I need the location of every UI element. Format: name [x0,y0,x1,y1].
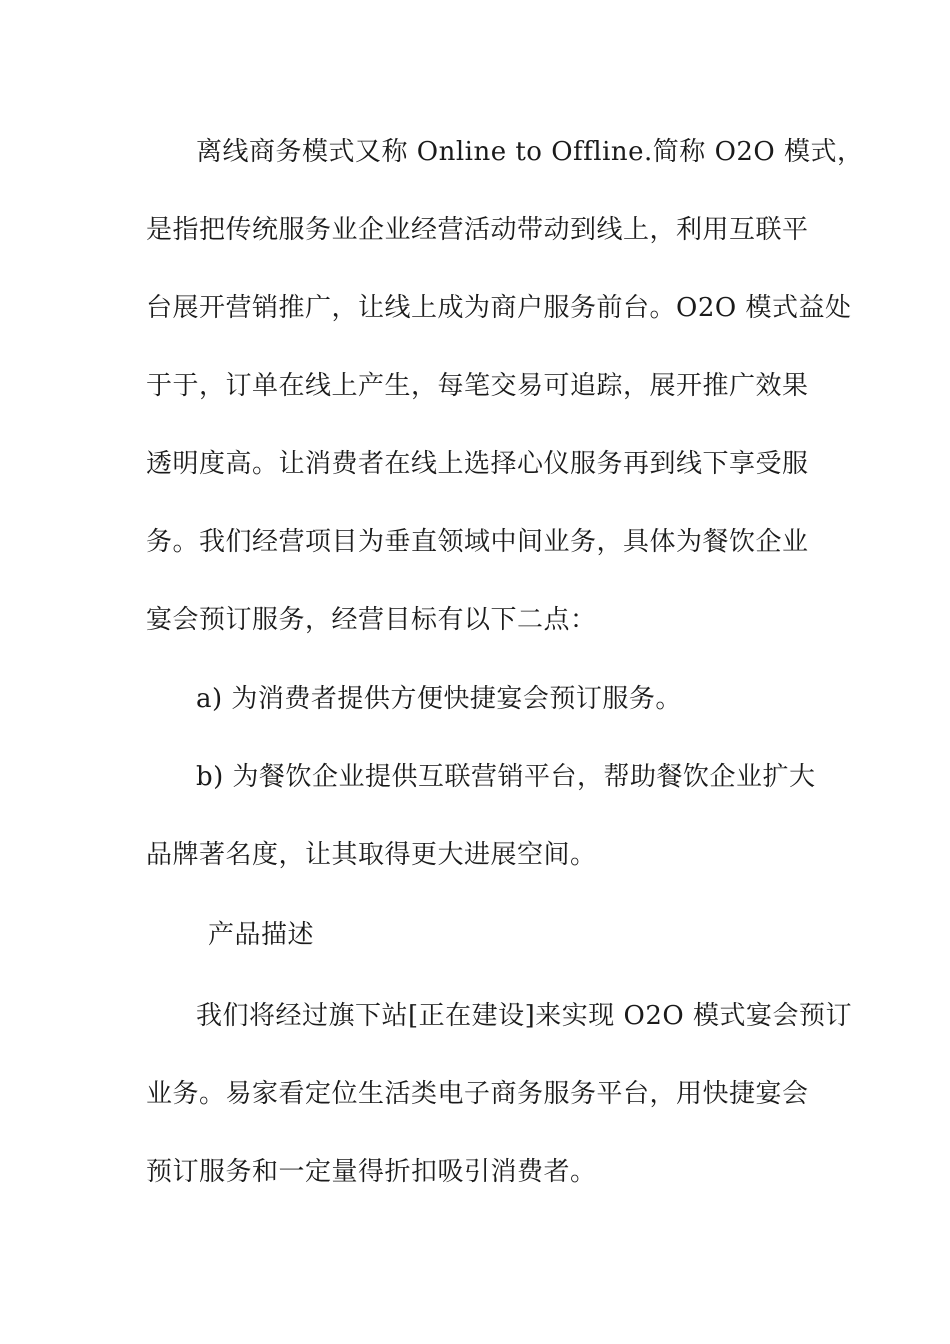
list-item-b-line-2: 品牌著名度，让其取得更大进展空间。 [146,840,597,870]
intro-line-1: 离线商务模式又称 Online to Offline.简称 O2O 模式， [196,137,864,167]
product-line-1: 我们将经过旗下站[正在建设]来实现 O2O 模式宴会预订 [196,1001,852,1031]
product-line-3: 预订服务和一定量得折扣吸引消费者。 [146,1157,597,1187]
intro-line-7: 宴会预订服务，经营目标有以下二点： [146,605,597,635]
list-item-a: a) 为消费者提供方便快捷宴会预订服务。 [196,684,682,714]
intro-line-2: 是指把传统服务业企业经营活动带动到线上，利用互联平 [146,215,809,245]
list-item-b-line-1: b) 为餐饮企业提供互联营销平台，帮助餐饮企业扩大 [196,762,816,792]
intro-line-6: 务。我们经营项目为垂直领域中间业务，具体为餐饮企业 [146,527,809,557]
section-heading: 产品描述 [208,920,315,950]
intro-line-5: 透明度高。让消费者在线上选择心仪服务再到线下享受服 [146,449,809,479]
product-line-2: 业务。易家看定位生活类电子商务服务平台，用快捷宴会 [146,1079,809,1109]
intro-line-3: 台展开营销推广，让线上成为商户服务前台。O2O 模式益处 [146,293,852,323]
intro-line-4: 于于，订单在线上产生，每笔交易可追踪，展开推广效果 [146,371,809,401]
